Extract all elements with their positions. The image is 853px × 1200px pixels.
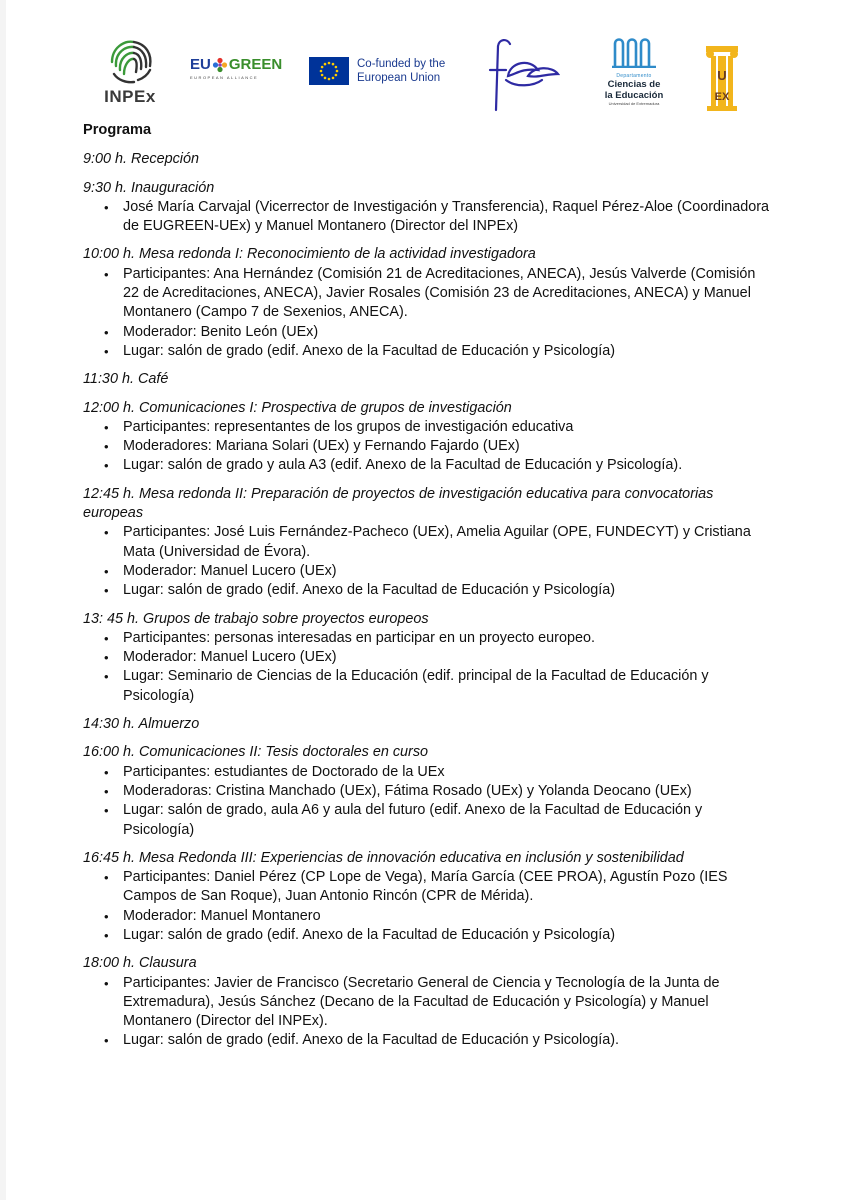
session-detail-item: • Moderadores: Mariana Solari (UEx) y Fernando Fajardo (UEx) (83, 437, 773, 456)
session-detail-item: • Participantes: representantes de los grupos de investigación educativa (83, 418, 773, 437)
cofunded-line-1: Co-funded by the (357, 58, 446, 70)
program-session (83, 370, 773, 389)
program-session (83, 485, 773, 601)
session-detail-item: • Participantes: Daniel Pérez (CP Lope de Vega), María García (CEE PROA), Agustín Pozo (IES Campos de San Roque), Juan Antonio Rincón (CPR de Mérida). (83, 868, 773, 907)
session-title: 9:00 h. Recepción (83, 151, 200, 168)
session-details-list (83, 265, 773, 361)
eu-flag-icon (309, 57, 349, 85)
session-detail-item: • José María Carvajal (Vicerrector de Investigación y Transferencia), Raquel Pérez-Aloe (Coordinadora de EUGREEN-UEx) y Manuel Montanero (Director del INPEx) (83, 198, 773, 237)
session-detail-item: • Lugar: salón de grado, aula A6 y aula del futuro (edif. Anexo de la Facultad de Educación y Psicología) (83, 801, 773, 840)
program-session (83, 399, 773, 476)
dept-university-label: Universidad de Extremadura (608, 101, 660, 106)
program-heading: Programa (83, 122, 152, 138)
session-detail-item: • Moderador: Manuel Lucero (UEx) (83, 648, 773, 667)
eugreen-eu-text: EU (190, 56, 211, 73)
page-edge-shadow (0, 0, 6, 1200)
session-details-list (83, 974, 773, 1051)
dept-top-label: Departamento (616, 73, 652, 79)
session-detail-item: • Lugar: Seminario de Ciencias de la Educación (edif. principal de la Facultad de Educación y Psicología) (83, 667, 773, 706)
session-title: 16:45 h. Mesa Redonda III: Experiencias de innovación educativa en inclusión y sostenibilidad (83, 849, 684, 866)
program-session (83, 150, 773, 169)
session-detail-item: • Lugar: salón de grado (edif. Anexo de la Facultad de Educación y Psicología) (83, 342, 773, 361)
session-detail-item: • Lugar: salón de grado (edif. Anexo de la Facultad de Educación y Psicología) (83, 926, 773, 945)
session-detail-item: • Moderador: Manuel Montanero (83, 907, 773, 926)
eugreen-logo (190, 56, 290, 96)
program-document (83, 121, 773, 1060)
session-details-list (83, 198, 773, 237)
session-detail-item: • Moderador: Manuel Lucero (UEx) (83, 562, 773, 581)
fingerprint-icon (104, 36, 156, 86)
eu-cofunded-logo (309, 55, 469, 87)
session-details-list (83, 418, 773, 476)
feie-logo (482, 36, 560, 112)
session-title: 14:30 h. Almuerzo (83, 716, 200, 733)
session-detail-item: • Participantes: personas interesadas en participar en un proyecto europeo. (83, 629, 773, 648)
uex-column-icon (702, 42, 742, 112)
flower-icon (212, 57, 228, 73)
program-session (83, 743, 773, 839)
inpex-logo (90, 36, 170, 112)
uex-letters-ex: EX (714, 91, 730, 103)
columns-icon (611, 36, 657, 68)
session-title: 11:30 h. Café (83, 371, 169, 388)
program-session (83, 715, 773, 734)
session-detail-item: • Participantes: estudiantes de Doctorado de la UEx (83, 763, 773, 782)
program-sessions (83, 150, 773, 1050)
uex-logo (702, 42, 742, 112)
session-title: 13: 45 h. Grupos de trabajo sobre proyectos europeos (83, 610, 429, 627)
logo-bar (90, 36, 760, 114)
uex-letter-u: U (717, 68, 727, 83)
session-title: 9:30 h. Inauguración (83, 179, 215, 196)
session-detail-item: • Lugar: salón de grado (edif. Anexo de la Facultad de Educación y Psicología) (83, 581, 773, 600)
program-session (83, 849, 773, 945)
session-detail-item: • Lugar: salón de grado y aula A3 (edif. Anexo de la Facultad de Educación y Psicología). (83, 456, 773, 475)
session-detail-item: • Participantes: José Luis Fernández-Pacheco (UEx), Amelia Aguilar (OPE, FUNDECYT) y Cristiana Mata (Universidad de Évora). (83, 523, 773, 562)
session-detail-item: • Participantes: Javier de Francisco (Secretario General de Ciencia y Tecnología de la Junta de Extremadura), Jesús Sánchez (Decano de la Facultad de Educación y Psicología) y Manuel Montanero (Director del INPEx). (83, 974, 773, 1032)
feie-emblem-icon (482, 36, 560, 112)
program-session (83, 179, 773, 237)
session-title: 12:45 h. Mesa redonda II: Preparación de proyectos de investigación educativa para convocatorias europeas (83, 485, 714, 522)
session-detail-item: • Participantes: Ana Hernández (Comisión 21 de Acreditaciones, ANECA), Jesús Valverde (Comisión 22 de Acreditaciones, ANECA), Javier Rosales (Comisión 23 de Acreditaciones, ANECA) y Manuel Montanero (Campo 7 de Sexenios, ANECA). (83, 265, 773, 323)
dept-name-line-1: Ciencias de (607, 79, 661, 90)
session-title: 12:00 h. Comunicaciones I: Prospectiva de grupos de investigación (83, 399, 512, 416)
program-session (83, 610, 773, 706)
session-title: 16:00 h. Comunicaciones II: Tesis doctorales en curso (83, 744, 429, 761)
session-detail-item: • Lugar: salón de grado (edif. Anexo de la Facultad de Educación y Psicología). (83, 1031, 773, 1050)
cofunded-line-2: European Union (357, 72, 441, 84)
eugreen-subtitle: EUROPEAN ALLIANCE (190, 75, 259, 80)
program-session (83, 954, 773, 1050)
session-detail-item: • Moderadoras: Cristina Manchado (UEx), Fátima Rosado (UEx) y Yolanda Deocano (UEx) (83, 782, 773, 801)
session-details-list (83, 523, 773, 600)
eugreen-green-text: GREEN (228, 56, 283, 73)
session-title: 10:00 h. Mesa redonda I: Reconocimiento de la actividad investigadora (83, 246, 536, 263)
session-details-list (83, 868, 773, 945)
program-session (83, 245, 773, 361)
session-title: 18:00 h. Clausura (83, 955, 197, 972)
session-detail-item: • Moderador: Benito León (UEx) (83, 323, 773, 342)
session-details-list (83, 763, 773, 840)
inpex-logo-text: INPEx (104, 87, 156, 106)
session-details-list (83, 629, 773, 706)
departamento-logo (594, 36, 674, 114)
dept-name-line-2: la Educación (604, 90, 664, 101)
